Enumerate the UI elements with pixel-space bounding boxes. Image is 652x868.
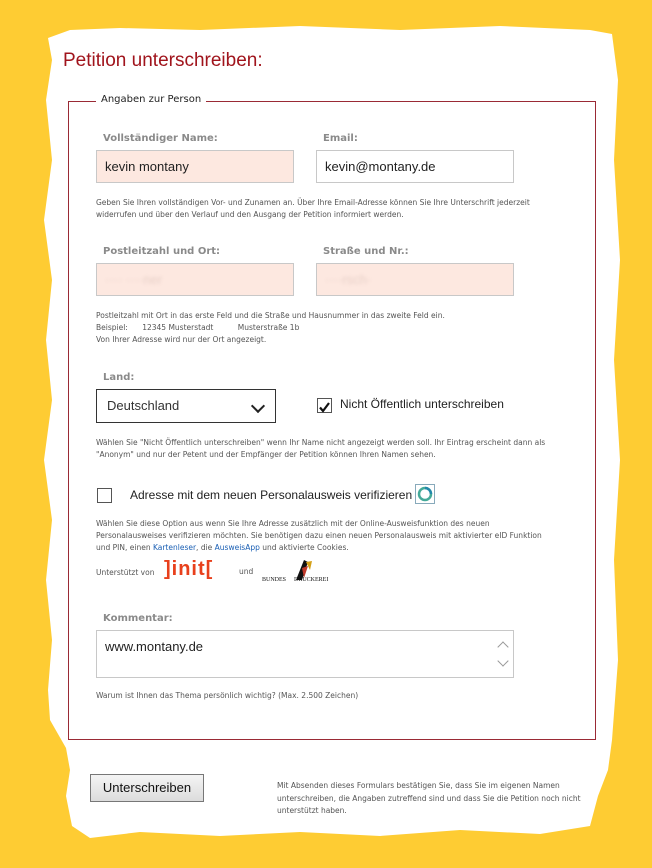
page-title: Petition unterschreiben: — [63, 50, 263, 71]
comment-label: Kommentar: — [103, 613, 173, 624]
email-label: Email: — [323, 133, 358, 144]
verify-id-checkbox[interactable] — [97, 488, 112, 503]
name-email-help: Geben Sie Ihren vollständigen Vor- und Zunamen an. Über Ihre Email-Adresse können Sie Ihre Unterschrift jederzeit widerrufen und über den Verlauf und den Ausgang der Petition informiert werden. — [96, 198, 530, 219]
address-help-line1: Postleitzahl mit Ort in das erste Feld und die Straße und Hausnummer in das zweite Feld ein. — [96, 311, 445, 320]
fieldset-legend: Angaben zur Person — [96, 94, 206, 105]
verify-help-text2: , die — [196, 543, 215, 552]
country-label: Land: — [103, 372, 135, 383]
checkmark-icon — [318, 401, 331, 414]
postcode-value-redacted: ···· ····ner — [105, 272, 163, 287]
chevron-down-icon — [251, 399, 265, 413]
submit-note: Mit Absenden dieses Formulars bestätigen Sie, dass Sie im eigenen Namen unterschreiben, die Angaben zutreffend sind und dass Sie die Petition noch nicht unterstützt haben. — [277, 781, 581, 815]
not-public-label[interactable]: Nicht Öffentlich unterschreiben — [340, 397, 504, 411]
country-select[interactable] — [96, 389, 276, 423]
address-help-example — [96, 322, 546, 334]
example-city: 12345 Musterstadt — [142, 323, 214, 332]
supported-and: und — [239, 567, 254, 576]
address-help-line3: Von Ihrer Adresse wird nur der Ort angezeigt. — [96, 335, 267, 344]
street-input[interactable] — [316, 263, 514, 296]
not-public-checkbox[interactable] — [317, 398, 332, 413]
bundesdruckerei-logo — [260, 558, 342, 586]
verify-help-text3: und aktivierte Cookies. — [259, 543, 349, 552]
eid-icon — [415, 484, 435, 504]
verify-help-text1: Wählen Sie diese Option aus wenn Sie Ihre Adresse zusätzlich mit der Online-Ausweisfunktion des neuen Personalausweises verifizieren möchten. Sie benötigen dazu einen neuen Personalausweis mit aktivierter eID Funktion und PIN, einen — [96, 519, 542, 552]
bd-logo-text-bottom: DRUCKEREI — [294, 577, 329, 583]
verify-id-help — [96, 518, 546, 554]
street-label: Straße und Nr.: — [323, 246, 409, 257]
init-logo: ]init[ — [164, 558, 214, 580]
country-selected-value: Deutschland — [107, 398, 180, 413]
email-input[interactable]: kevin@montany.de — [316, 150, 514, 183]
postcode-input[interactable] — [96, 263, 294, 296]
submit-button[interactable]: Unterschreiben — [90, 774, 204, 802]
name-input[interactable]: kevin montany — [96, 150, 294, 183]
comment-value: www.montany.de — [105, 639, 204, 654]
example-label: Beispiel: — [96, 323, 128, 332]
name-label: Vollständiger Name: — [103, 133, 218, 144]
supported-by-label: Unterstützt von — [96, 568, 155, 577]
comment-textarea[interactable] — [96, 630, 514, 678]
scroll-up-icon[interactable] — [497, 641, 508, 652]
verify-id-label[interactable]: Adresse mit dem neuen Personalausweis verifizieren — [130, 488, 413, 502]
bd-logo-text-top: BUNDES — [262, 577, 287, 583]
example-street: Musterstraße 1b — [237, 323, 300, 332]
street-value-redacted: ····rsch· — [325, 272, 372, 287]
ausweisapp-link[interactable]: AusweisApp — [214, 543, 260, 552]
card-reader-link[interactable]: Kartenleser — [152, 543, 197, 552]
scroll-down-icon[interactable] — [497, 655, 508, 666]
address-help — [96, 310, 546, 346]
postcode-label: Postleitzahl und Ort: — [103, 246, 221, 257]
not-public-help: Wählen Sie "Nicht Öffentlich unterschreiben" wenn Ihr Name nicht angezeigt werden soll. Ihr Eintrag erscheint dann als "Anonym" und nur der Petent und der Empfänger der Petition können Ihren Namen sehen. — [96, 438, 546, 459]
comment-help: Warum ist Ihnen das Thema persönlich wichtig? (Max. 2.500 Zeichen) — [96, 691, 359, 700]
